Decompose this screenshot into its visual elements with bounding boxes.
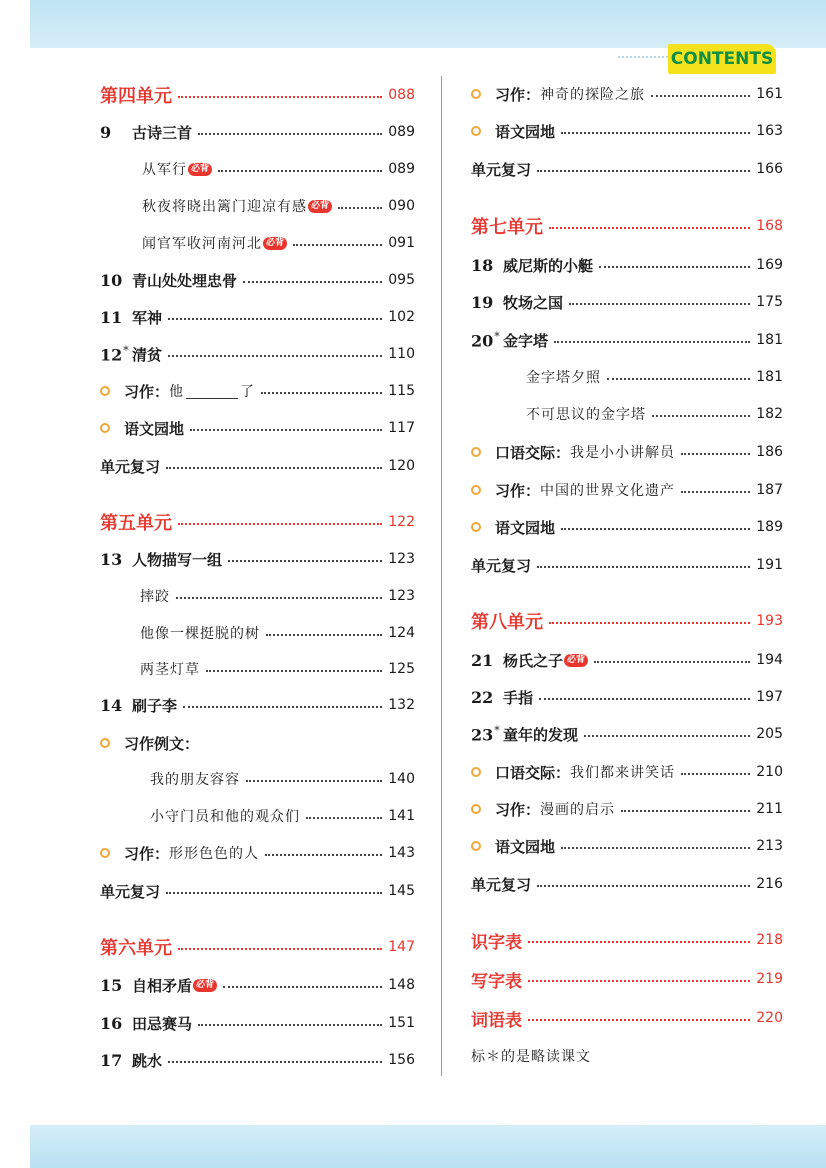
item-subtitle: 我是小小讲解员 xyxy=(570,445,676,461)
skim-star: * xyxy=(494,723,500,737)
dot-leader xyxy=(338,207,382,209)
page-number: 140 xyxy=(388,771,415,787)
page-number: 148 xyxy=(388,977,415,993)
lesson-number: 18 xyxy=(471,255,494,275)
page-number: 197 xyxy=(756,689,783,705)
page-number: 090 xyxy=(388,198,415,214)
circle-bullet-icon xyxy=(471,89,481,99)
toc-unit-6[interactable] xyxy=(100,934,415,960)
lesson-number: 10 xyxy=(100,270,123,290)
page-number: 102 xyxy=(388,309,415,325)
top-band xyxy=(30,0,826,48)
item-subtitle-b: 了 xyxy=(240,384,256,400)
toc-sub-9a[interactable] xyxy=(142,156,415,182)
page-number: 123 xyxy=(388,551,415,567)
page-number: 122 xyxy=(388,514,415,530)
dot-leader xyxy=(306,817,382,819)
toc-lesson-13[interactable] xyxy=(100,546,415,572)
dot-leader xyxy=(681,453,750,455)
page-number: 145 xyxy=(388,883,415,899)
circle-bullet-icon xyxy=(471,804,481,814)
page-number: 132 xyxy=(388,697,415,713)
item-title: 口语交际： xyxy=(495,763,571,782)
toc-writing-4[interactable] xyxy=(100,378,415,404)
toc-writing-6[interactable] xyxy=(471,81,783,107)
page-number: 147 xyxy=(388,939,415,955)
lesson-title: 人物描写一组 xyxy=(132,550,223,569)
unit-title: 第七单元 xyxy=(471,217,543,238)
page-number: 141 xyxy=(388,808,415,824)
lesson-title: 金字塔 xyxy=(503,331,549,350)
page-number: 187 xyxy=(756,482,783,498)
toc-review-7[interactable] xyxy=(471,552,783,578)
dot-leader xyxy=(178,96,382,98)
must-recite-badge: 必背 xyxy=(564,654,588,667)
skim-star: * xyxy=(123,343,129,357)
page-number: 091 xyxy=(388,235,415,251)
lesson-title: 古诗三首 xyxy=(132,123,193,142)
dot-leader xyxy=(554,341,750,343)
page-number: 089 xyxy=(388,124,415,140)
dot-leader xyxy=(166,892,382,894)
item-title: 习作： xyxy=(124,844,170,863)
toc-lesson-18[interactable] xyxy=(471,252,783,278)
item-subtitle: 中国的世界文化遗产 xyxy=(540,483,676,499)
dot-leader xyxy=(198,133,382,135)
page-number: 211 xyxy=(756,801,783,817)
lesson-title: 田忌赛马 xyxy=(132,1014,193,1033)
page-number: 168 xyxy=(756,218,783,234)
page-number: 181 xyxy=(756,369,783,385)
page-number: 089 xyxy=(388,161,415,177)
item-title: 识字表 xyxy=(471,932,522,953)
toc-writing-8[interactable] xyxy=(471,796,783,822)
toc-garden-6[interactable] xyxy=(471,118,783,144)
page-number: 115 xyxy=(388,383,415,399)
item-subtitle: 形形色色的人 xyxy=(169,846,260,862)
toc-lesson-17[interactable] xyxy=(100,1047,415,1073)
toc-sub-ex-b[interactable] xyxy=(150,803,415,829)
dot-leader xyxy=(549,622,750,624)
page-number: 216 xyxy=(756,876,783,892)
skim-reading-note: 标＊的是略读课文 xyxy=(471,1049,591,1065)
lesson-number: 11 xyxy=(100,307,123,327)
item-title: 习作： xyxy=(495,800,541,819)
circle-bullet-icon xyxy=(471,126,481,136)
must-recite-badge: 必背 xyxy=(308,200,332,213)
unit-title: 第六单元 xyxy=(100,938,172,959)
must-recite-badge: 必背 xyxy=(263,237,287,250)
circle-bullet-icon xyxy=(100,386,110,396)
item-title: 单元复习 xyxy=(100,457,161,476)
dot-leader xyxy=(528,941,750,943)
toc-review-5[interactable] xyxy=(100,878,415,904)
circle-bullet-icon xyxy=(100,738,110,748)
dot-leader xyxy=(652,415,750,417)
sub-title: 两茎灯草 xyxy=(140,662,200,678)
item-title: 单元复习 xyxy=(471,160,532,179)
page-number: 088 xyxy=(388,87,415,103)
page-number: 169 xyxy=(756,257,783,273)
sub-title: 金字塔夕照 xyxy=(526,370,601,386)
item-title: 习作： xyxy=(495,85,541,104)
sub-title: 他像一棵挺脱的树 xyxy=(140,626,260,642)
item-title: 口语交际： xyxy=(495,443,571,462)
page-number: 193 xyxy=(756,613,783,629)
dot-leader xyxy=(183,706,382,708)
toc-sub-13c[interactable] xyxy=(140,656,415,682)
toc-lesson-10[interactable] xyxy=(100,267,415,293)
toc-sub-13a[interactable] xyxy=(140,583,415,609)
dot-leader xyxy=(537,566,750,568)
must-recite-badge: 必背 xyxy=(193,979,217,992)
dot-leader xyxy=(681,491,750,493)
page-number: 151 xyxy=(388,1015,415,1031)
dot-leader xyxy=(246,780,382,782)
toc-review-4[interactable] xyxy=(100,453,415,479)
page-number: 194 xyxy=(756,652,783,668)
toc-garden-8[interactable] xyxy=(471,833,783,859)
page-number: 191 xyxy=(756,557,783,573)
dot-leader xyxy=(549,227,750,229)
page-number: 220 xyxy=(756,1010,783,1026)
toc-example-essays[interactable] xyxy=(100,730,415,756)
lesson-title: 杨氏之子 xyxy=(503,651,564,670)
page-number: 186 xyxy=(756,444,783,460)
toc-lesson-9[interactable] xyxy=(100,119,415,145)
page-number: 213 xyxy=(756,838,783,854)
lesson-title: 手指 xyxy=(503,688,534,707)
dot-leader xyxy=(594,661,750,663)
lesson-number: 12* xyxy=(100,343,129,365)
lesson-number: 19 xyxy=(471,292,494,312)
unit-title: 第五单元 xyxy=(100,513,172,534)
page-number: 123 xyxy=(388,588,415,604)
dot-leader xyxy=(584,735,750,737)
toc-lesson-11[interactable] xyxy=(100,304,415,330)
dot-leader xyxy=(228,560,382,562)
page-number: 218 xyxy=(756,932,783,948)
toc-sub-20a[interactable] xyxy=(526,364,783,390)
lesson-number: 9 xyxy=(100,122,112,142)
lesson-number: 22 xyxy=(471,687,494,707)
page-number: 189 xyxy=(756,519,783,535)
dot-leader xyxy=(265,854,382,856)
item-title: 语文园地 xyxy=(495,518,556,537)
toc-unit-4[interactable] xyxy=(100,82,415,108)
dot-leader xyxy=(607,378,750,380)
dot-leader xyxy=(537,170,750,172)
dot-leader xyxy=(539,698,750,700)
toc-lesson-23[interactable] xyxy=(471,721,783,747)
item-title: 写字表 xyxy=(471,971,522,992)
dot-leader xyxy=(561,847,750,849)
sub-title: 小守门员和他的观众们 xyxy=(150,809,300,825)
sub-title: 我的朋友容容 xyxy=(150,772,240,788)
circle-bullet-icon xyxy=(100,848,110,858)
item-title: 语文园地 xyxy=(495,122,556,141)
dot-leader xyxy=(599,266,750,268)
must-recite-badge: 必背 xyxy=(188,163,212,176)
page-number: 210 xyxy=(756,764,783,780)
dot-leader xyxy=(651,95,750,97)
dot-leader xyxy=(178,523,382,525)
dot-leader xyxy=(176,597,382,599)
dot-leader xyxy=(168,1061,382,1063)
toc-unit-5[interactable] xyxy=(100,509,415,535)
page-number: 181 xyxy=(756,332,783,348)
column-divider xyxy=(441,76,442,1076)
page-number: 166 xyxy=(756,161,783,177)
dot-leader xyxy=(218,170,382,172)
toc-writing-5[interactable] xyxy=(100,840,415,866)
circle-bullet-icon xyxy=(471,485,481,495)
lesson-number: 14 xyxy=(100,695,123,715)
lesson-title: 刷子李 xyxy=(132,696,178,715)
dot-leader xyxy=(561,132,750,134)
item-title: 习作： xyxy=(495,481,541,500)
sub-title: 摔跤 xyxy=(140,589,170,605)
toc-sub-13b[interactable] xyxy=(140,620,415,646)
toc-lesson-21[interactable] xyxy=(471,647,783,673)
dot-leader xyxy=(561,528,750,530)
toc-char-writing-table[interactable] xyxy=(471,966,783,992)
toc-lesson-14[interactable] xyxy=(100,692,415,718)
item-subtitle-a: 他 xyxy=(169,384,185,400)
page-number: 175 xyxy=(756,294,783,310)
dot-leader xyxy=(206,670,382,672)
circle-bullet-icon xyxy=(471,767,481,777)
item-title: 语文园地 xyxy=(124,419,185,438)
toc-sub-20b[interactable] xyxy=(526,401,783,427)
page-number: 095 xyxy=(388,272,415,288)
circle-bullet-icon xyxy=(471,522,481,532)
page-number: 161 xyxy=(756,86,783,102)
dot-leader xyxy=(168,318,382,320)
item-title: 单元复习 xyxy=(100,882,161,901)
dot-leader xyxy=(243,281,382,283)
page-number: 205 xyxy=(756,726,783,742)
toc-review-6[interactable] xyxy=(471,156,783,182)
lesson-number: 21 xyxy=(471,650,494,670)
lesson-title: 童年的发现 xyxy=(503,725,579,744)
item-title: 习作例文： xyxy=(124,734,200,753)
toc-garden-4[interactable] xyxy=(100,415,415,441)
item-title: 语文园地 xyxy=(495,837,556,856)
lesson-number: 16 xyxy=(100,1013,123,1033)
dot-leader xyxy=(293,244,382,246)
lesson-title: 青山处处埋忠骨 xyxy=(132,271,238,290)
page-number: 124 xyxy=(388,625,415,641)
dot-leader xyxy=(261,392,382,394)
item-title: 单元复习 xyxy=(471,875,532,894)
contents-badge: CONTENTS xyxy=(668,44,776,74)
dot-leader xyxy=(198,1024,382,1026)
toc-garden-7[interactable] xyxy=(471,514,783,540)
item-title: 习作： xyxy=(124,382,170,401)
toc-sub-9c[interactable] xyxy=(142,230,415,256)
page-number: 117 xyxy=(388,420,415,436)
toc-sub-ex-a[interactable] xyxy=(150,766,415,792)
item-subtitle: 神奇的探险之旅 xyxy=(540,87,646,103)
lesson-number: 20* xyxy=(471,329,500,351)
page-number: 110 xyxy=(388,346,415,362)
dot-leader xyxy=(621,810,750,812)
toc-review-8[interactable] xyxy=(471,871,783,897)
lesson-title: 威尼斯的小艇 xyxy=(503,256,594,275)
item-title: 单元复习 xyxy=(471,556,532,575)
dot-leader xyxy=(178,948,382,950)
toc-oral-8[interactable] xyxy=(471,759,783,785)
dot-leader xyxy=(569,303,750,305)
toc-oral-7[interactable] xyxy=(471,439,783,465)
circle-bullet-icon xyxy=(471,841,481,851)
sub-title: 闻官军收河南河北 xyxy=(142,236,262,252)
circle-bullet-icon xyxy=(100,423,110,433)
dot-leader xyxy=(168,355,382,357)
dot-leader xyxy=(681,773,750,775)
toc-lesson-15[interactable] xyxy=(100,972,415,998)
toc-lesson-19[interactable] xyxy=(471,289,783,315)
dot-leader xyxy=(190,429,382,431)
item-title: 词语表 xyxy=(471,1010,522,1031)
lesson-title: 自相矛盾 xyxy=(132,976,193,995)
toc-char-recognition-table[interactable] xyxy=(471,927,783,953)
toc-lesson-20[interactable] xyxy=(471,327,783,353)
toc-vocabulary-table[interactable] xyxy=(471,1005,783,1031)
page-number: 143 xyxy=(388,845,415,861)
sub-title: 秋夜将晓出篱门迎凉有感 xyxy=(142,199,307,215)
dot-leader xyxy=(537,885,750,887)
toc-unit-7[interactable] xyxy=(471,213,783,239)
lesson-number: 13 xyxy=(100,549,123,569)
circle-bullet-icon xyxy=(471,447,481,457)
dot-leader xyxy=(528,1019,750,1021)
dot-leader xyxy=(166,467,382,469)
header-dots xyxy=(618,56,668,58)
toc-unit-8[interactable] xyxy=(471,608,783,634)
lesson-number: 17 xyxy=(100,1050,123,1070)
dot-leader xyxy=(528,980,750,982)
bottom-band xyxy=(30,1125,826,1168)
unit-title: 第四单元 xyxy=(100,86,172,107)
toc-sub-9b[interactable] xyxy=(142,193,415,219)
page-number: 182 xyxy=(756,406,783,422)
item-subtitle: 漫画的启示 xyxy=(540,802,616,818)
toc-writing-7[interactable] xyxy=(471,477,783,503)
page-number: 163 xyxy=(756,123,783,139)
page-number: 120 xyxy=(388,458,415,474)
fill-in-blank xyxy=(186,384,238,399)
page-number: 219 xyxy=(756,971,783,987)
lesson-number: 15 xyxy=(100,975,123,995)
sub-title: 从军行 xyxy=(142,162,187,178)
dot-leader xyxy=(223,986,382,988)
unit-title: 第八单元 xyxy=(471,612,543,633)
toc-lesson-12[interactable] xyxy=(100,341,415,367)
lesson-title: 牧场之国 xyxy=(503,293,564,312)
page-number: 156 xyxy=(388,1052,415,1068)
dot-leader xyxy=(266,634,382,636)
skim-star: * xyxy=(494,329,500,343)
lesson-title: 军神 xyxy=(132,308,163,327)
toc-lesson-22[interactable] xyxy=(471,684,783,710)
lesson-title: 清贫 xyxy=(132,345,163,364)
lesson-number: 23* xyxy=(471,723,500,745)
item-subtitle: 我们都来讲笑话 xyxy=(570,765,676,781)
lesson-title: 跳水 xyxy=(132,1051,163,1070)
sub-title: 不可思议的金字塔 xyxy=(526,407,646,423)
page-number: 125 xyxy=(388,661,415,677)
toc-lesson-16[interactable] xyxy=(100,1010,415,1036)
